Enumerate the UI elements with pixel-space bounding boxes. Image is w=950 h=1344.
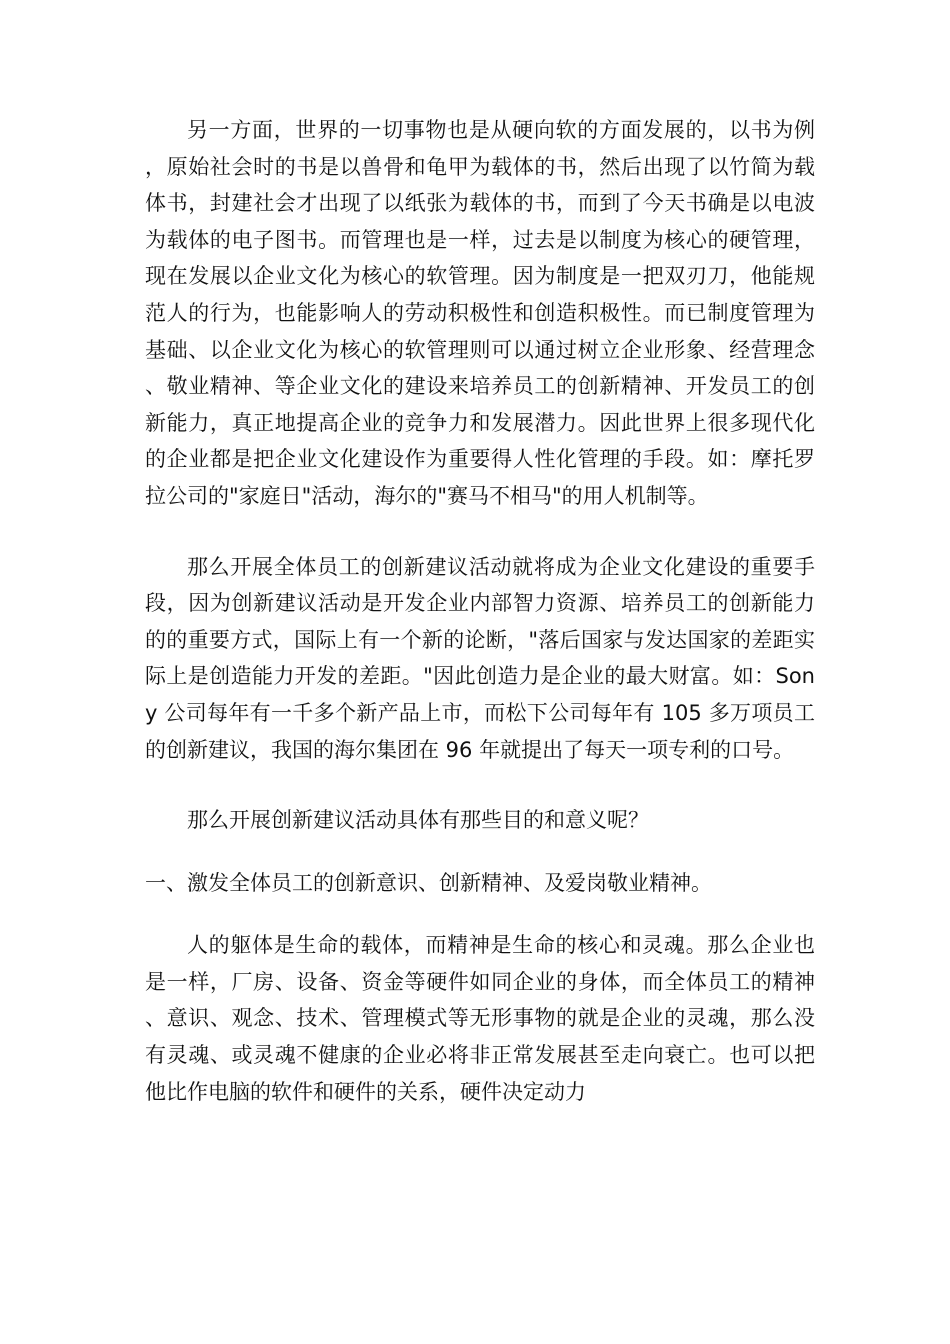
paragraph-question: 那么开展创新建议活动具体有那些目的和意义呢？ bbox=[187, 808, 649, 833]
paragraph-innovation-activity: 那么开展全体员工的创新建议活动就将成为企业文化建设的重要手段，因为创新建议活动是开发企业内部智力资源、培养员工的创新能力的的重要方式，国际上有一个新的论断，"落后国家与发达国家的差距实际上是创造能力开发的差距。"因此创造力是企业的最大财富。如：Sony 公司每年有一千多个新产品上市，而松下公司每年有 105 多万项员工的创新建议，我国的海尔集团在 96 年就提出了每天一项专利的口号。 bbox=[145, 554, 815, 762]
paragraph-spirit-soul: 人的躯体是生命的载体，而精神是生命的核心和灵魂。那么企业也是一样，厂房、设备、资金等硬件如同企业的身体，而全体员工的精神、意识、观念、技术、管理模式等无形事物的就是企业的灵魂，那么没有灵魂、或灵魂不健康的企业必将非正常发展甚至走向衰亡。也可以把他比作电脑的软件和硬件的关系，硬件决定动力 bbox=[145, 933, 815, 1104]
document-page bbox=[145, 112, 815, 1110]
section-heading-one: 一、激发全体员工的创新意识、创新精神、及爱岗敬业精神。 bbox=[145, 870, 712, 895]
paragraph-soft-management: 另一方面，世界的一切事物也是从硬向软的方面发展的，以书为例，原始社会时的书是以兽骨和龟甲为载体的书，然后出现了以竹简为载体书，封建社会才出现了以纸张为载体的书，而到了今天书确是以电波为载体的电子图书。而管理也是一样，过去是以制度为核心的硬管理，现在发展以企业文化为核心的软管理。因为制度是一把双刃刀，他能规范人的行为，也能影响人的劳动积极性和创造积极性。而已制度管理为基础、以企业文化为核心的软管理则可以通过树立企业形象、经营理念、敬业精神、等企业文化的建设来培养员工的创新精神、开发员工的创新能力，真正地提高企业的竞争力和发展潜力。因此世界上很多现代化的企业都是把企业文化建设作为重要得人性化管理的手段。如：摩托罗拉公司的"家庭日"活动，海尔的"赛马不相马"的用人机制等。 bbox=[145, 118, 815, 508]
